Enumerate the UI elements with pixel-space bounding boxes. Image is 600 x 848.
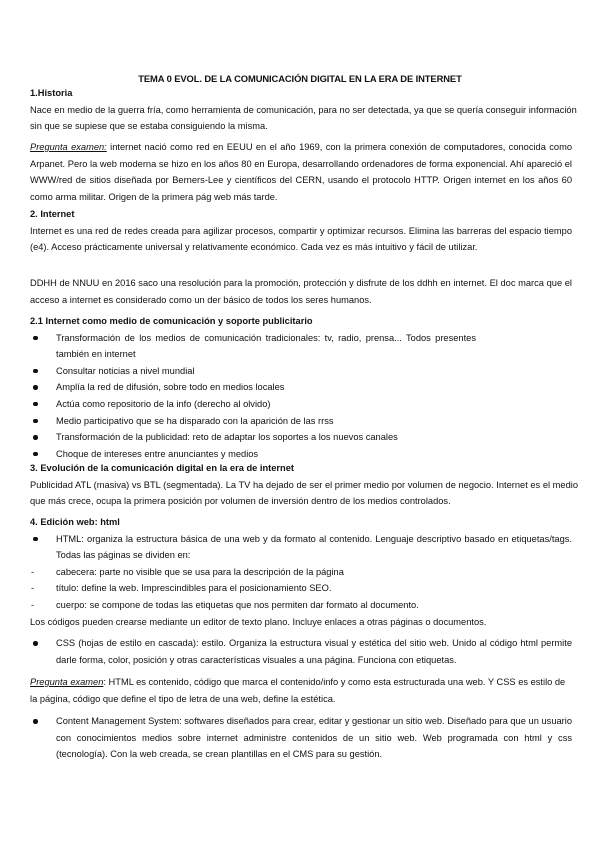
section-heading: 3. Evolución de la comunicación digital en la era de internet [30, 463, 294, 473]
dash-list [30, 564, 572, 614]
bullet-list [30, 531, 572, 564]
list-item: - título: define la web. Imprescindibles para el posicionamiento SEO. [30, 580, 572, 597]
list-item-html: HTML: organiza la estructura básica de una web y da formato al contenido. Lenguaje descriptivo basado en etiquetas/tags. Todas las páginas se dividen en: [30, 531, 572, 564]
list-item: Actúa como repositorio de la info (derecho al olvido) [30, 396, 572, 413]
paragraph-pregunta-examen-2 [30, 674, 572, 707]
paragraph: Internet es una red de redes creada para agilizar procesos, compartir y optimizar recursos. Elimina las barreras del espacio tiempo (e4). Acceso prácticamente universal y relativamente económico. Cada vez es más intuitivo y fácil de utilizar. [30, 225, 572, 253]
bullet-list [30, 330, 572, 463]
css-block [30, 635, 572, 668]
section-edicion-web [30, 514, 572, 614]
section-internet-medio [30, 313, 572, 462]
cms-block [30, 713, 572, 763]
list-item: - cabecera: parte no visible que se usa para la descripción de la página [30, 564, 572, 581]
list-item: Amplía la red de difusión, sobre todo en medios locales [30, 379, 572, 396]
paragraph: Publicidad ATL (masiva) vs BTL (segmentada). La TV ha dejado de ser el primer medio por volumen de negocio. Internet es el medio que más crece, ocupa la primera posición por volumen de inversión dentro de los medios controlados. [30, 479, 578, 507]
section-heading: 2. Internet [30, 209, 75, 219]
list-item-css: CSS (hojas de estilo en cascada): estilo. Organiza la estructura visual y estética del sitio web. Unido al código html permite darle forma, color, posición y otras características visuales a una página. Funciona con etiquetas. [30, 635, 572, 668]
list-item: - cuerpo: se compone de todas las etiquetas que nos permiten dar formato al documento. [30, 597, 572, 614]
bullet-list [30, 635, 572, 668]
list-item: Transformación de los medios de comunicación tradicionales: tv, radio, prensa... Todos presentes también en internet [30, 330, 476, 363]
section-heading: 2.1 Internet como medio de comunicación y soporte publicitario [30, 316, 313, 326]
paragraph-codigos: Los códigos pueden crearse mediante un editor de texto plano. Incluye enlaces a otras páginas o documentos. [30, 617, 487, 627]
section-evolucion [30, 460, 578, 510]
paragraph-ddhh: DDHH de NNUU en 2016 saco una resolución para la promoción, protección y disfrute de los ddhh en internet. El doc marca que el acceso a internet es considerado como un der básico de todos los seres humanos. [30, 278, 572, 305]
section-historia [30, 85, 577, 135]
exam-question-label: Pregunta examen: [30, 142, 107, 152]
list-item: Choque de intereses entre anunciantes y medios [30, 446, 572, 463]
exam-question-label: Pregunta examen [30, 677, 104, 687]
section-internet [30, 206, 572, 256]
list-item: Medio participativo que se ha disparado con la aparición de las rrss [30, 413, 572, 430]
paragraph-pregunta-examen [30, 139, 572, 205]
paragraph-text: : HTML es contenido, código que marca el contenido/info y como esta estructurada una web. Y CSS es estilo de la página, código que define el tipo de letra de una web, define la estética. [30, 677, 566, 704]
list-item-cms: Content Management System: softwares diseñados para crear, editar y gestionar un sitio web. Diseñado para que un usuario con conocimientos medios sobre internet administre contenidos de un sitio web. Web programada con html y css (tecnología). Con la web creada, se crean plantillas en el CMS para su gestión. [30, 713, 572, 763]
section-heading: 4. Edición web: html [30, 517, 120, 527]
section-heading: 1.Historia [30, 88, 73, 98]
document-title: TEMA 0 EVOL. DE LA COMUNICACIÓN DIGITAL EN LA ERA DE INTERNET [138, 73, 462, 84]
paragraph: Nace en medio de la guerra fría, como herramienta de comunicación, para no ser detectada, ya que se quería conseguir información sin que se supiese que se estaba consiguiendo la misma. [30, 104, 577, 132]
paragraph-text: internet nació como red en EEUU en el año 1969, con la primera conexión de computadores, conocida como Arpanet. Pero la web moderna se hizo en los años 80 en Europa, desarrollando ordenadores de forma exponencial. Ahí apareció el WWW/red de sitios diseñada por Berners-Lee y científicos del CERN, usando el protocolo HTTP. Origen internet en los años 60 como arma militar. Origen de la primera pág web más tarde. [30, 142, 572, 202]
bullet-list [30, 713, 572, 763]
list-item: Consultar noticias a nivel mundial [30, 363, 572, 380]
list-item: Transformación de la publicidad: reto de adaptar los soportes a los nuevos canales [30, 429, 572, 446]
